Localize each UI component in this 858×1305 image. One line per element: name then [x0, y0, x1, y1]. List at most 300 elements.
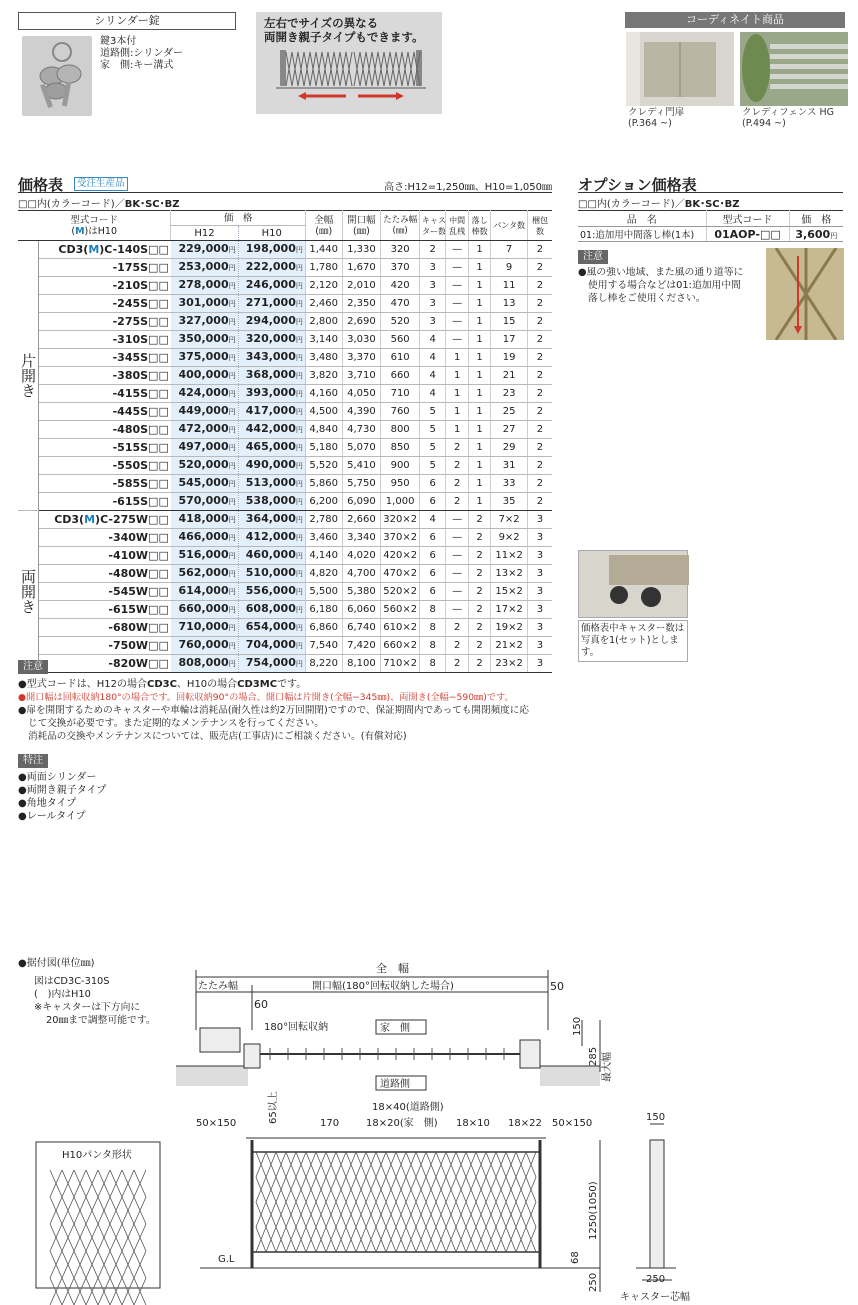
cell-panta: 23×2	[491, 655, 528, 673]
cell-panta: 29	[491, 439, 528, 457]
cell-code: -545W□□	[38, 583, 170, 601]
table-row	[18, 259, 552, 277]
cell-opening: 6,060	[342, 601, 381, 619]
cell-code: -750W□□	[38, 637, 170, 655]
cell-drop: 1	[468, 475, 490, 493]
cell-code: -480S□□	[38, 421, 170, 439]
label-fold-width: たたみ幅	[198, 981, 238, 992]
cell-code: -410W□□	[38, 547, 170, 565]
cell-opening: 3,340	[342, 529, 381, 547]
opt-name-header: 品 名	[578, 211, 706, 227]
cell-fold: 470×2	[381, 565, 420, 583]
cell-width: 2,460	[305, 295, 342, 313]
table-row	[18, 565, 552, 583]
label-18x40: 18×40(道路側)	[372, 1102, 444, 1113]
cell-fold: 710	[381, 385, 420, 403]
cell-drop: 1	[468, 493, 490, 511]
cell-panta: 11	[491, 277, 528, 295]
opt-price-header: 価 格	[789, 211, 843, 227]
option-note-title: 注意	[578, 250, 608, 264]
cell-pack: 3	[527, 511, 552, 529]
cell-panta: 35	[491, 493, 528, 511]
cell-h12: 350,000円	[171, 331, 238, 349]
label-50x150-left: 50×150	[196, 1118, 237, 1129]
opt-code-header: 型式コード	[706, 211, 789, 227]
cell-pack: 2	[527, 493, 552, 511]
parent-child-gate-illustration	[276, 50, 426, 102]
cell-pack: 2	[527, 277, 552, 295]
table-row	[18, 331, 552, 349]
table-row	[18, 403, 552, 421]
table-row	[18, 637, 552, 655]
cell-width: 4,140	[305, 547, 342, 565]
table-row	[18, 313, 552, 331]
cylinder-line: 道路側:シリンダー	[100, 48, 183, 59]
cell-h12: 520,000円	[171, 457, 238, 475]
cell-code: -680W□□	[38, 619, 170, 637]
cell-caster: 3	[419, 259, 445, 277]
cell-middle: 2	[446, 637, 468, 655]
caster-photo	[578, 550, 688, 618]
cell-middle: 1	[446, 403, 468, 421]
cell-h10: 490,000円	[238, 457, 305, 475]
cell-h12: 400,000円	[171, 367, 238, 385]
cell-caster: 6	[419, 493, 445, 511]
coordinate-page: (P.364 ~)	[628, 118, 672, 129]
option-table	[578, 210, 843, 242]
cell-h10: 343,000円	[238, 349, 305, 367]
cell-width: 6,180	[305, 601, 342, 619]
cell-panta: 21×2	[491, 637, 528, 655]
cell-pack: 3	[527, 565, 552, 583]
cell-middle: 1	[446, 367, 468, 385]
cell-code: -175S□□	[38, 259, 170, 277]
cell-fold: 900	[381, 457, 420, 475]
label-50: 50	[550, 980, 564, 993]
cell-h10: 608,000円	[238, 601, 305, 619]
cell-caster: 6	[419, 583, 445, 601]
label-side-250: 250	[646, 1274, 666, 1285]
cell-opening: 6,090	[342, 493, 381, 511]
cell-middle: —	[446, 331, 468, 349]
cylinder-line: 家 側:キー溝式	[100, 60, 174, 71]
option-note-list	[578, 266, 743, 305]
cell-code: -615W□□	[38, 601, 170, 619]
cell-pack: 3	[527, 655, 552, 673]
cell-h12: 278,000円	[171, 277, 238, 295]
cell-h12: 562,000円	[171, 565, 238, 583]
cell-width: 3,460	[305, 529, 342, 547]
cell-h12: 375,000円	[171, 349, 238, 367]
label-150: 150	[572, 1016, 583, 1036]
feature-item: ●両面シリンダー	[18, 772, 97, 783]
cell-pack: 2	[527, 313, 552, 331]
cell-code: CD3(M)C-275W□□	[38, 511, 170, 529]
cell-width: 2,120	[305, 277, 342, 295]
table-row	[18, 655, 552, 673]
cell-caster: 5	[419, 421, 445, 439]
cell-h10: 556,000円	[238, 583, 305, 601]
cell-panta: 17×2	[491, 601, 528, 619]
note-line: じて交換が必要です。また定期的なメンテナンスを行ってください。	[28, 718, 324, 729]
cell-h10: 538,000円	[238, 493, 305, 511]
label-50x150-right: 50×150	[552, 1118, 593, 1129]
cell-pack: 2	[527, 385, 552, 403]
cell-caster: 3	[419, 313, 445, 331]
cell-code: -480W□□	[38, 565, 170, 583]
cell-caster: 2	[419, 241, 445, 259]
cell-width: 1,440	[305, 241, 342, 259]
credi-fence-photo	[740, 32, 848, 106]
cell-caster: 5	[419, 457, 445, 475]
cell-middle: —	[446, 277, 468, 295]
cell-opening: 7,420	[342, 637, 381, 655]
cell-drop: 1	[468, 403, 490, 421]
cell-drop: 1	[468, 295, 490, 313]
cell-h12: 253,000円	[171, 259, 238, 277]
cylinder-key-photo	[22, 36, 92, 116]
label-18x22: 18×22	[508, 1118, 542, 1129]
cell-opening: 8,100	[342, 655, 381, 673]
table-row	[18, 583, 552, 601]
table-row	[18, 367, 552, 385]
cell-fold: 560×2	[381, 601, 420, 619]
cell-drop: 2	[468, 655, 490, 673]
cell-drop: 2	[468, 619, 490, 637]
notes-title: 注意	[18, 660, 48, 674]
cell-width: 3,140	[305, 331, 342, 349]
cell-pack: 2	[527, 241, 552, 259]
label-60: 60	[254, 998, 268, 1011]
cell-code: -550S□□	[38, 457, 170, 475]
cell-code: -310S□□	[38, 331, 170, 349]
label-250: 250	[588, 1272, 599, 1292]
cell-width: 4,500	[305, 403, 342, 421]
cell-drop: 1	[468, 457, 490, 475]
cell-opening: 5,380	[342, 583, 381, 601]
cell-middle: —	[446, 547, 468, 565]
cell-middle: —	[446, 583, 468, 601]
divider	[578, 192, 843, 193]
cell-h10: 754,000円	[238, 655, 305, 673]
cell-fold: 950	[381, 475, 420, 493]
cell-panta: 33	[491, 475, 528, 493]
label-rotation: 180°回転収納	[264, 1022, 329, 1033]
cell-panta: 17	[491, 331, 528, 349]
cell-width: 3,820	[305, 367, 342, 385]
label-full-width: 全 幅	[376, 962, 409, 975]
cell-caster: 3	[419, 277, 445, 295]
row-group-label: 両開き	[18, 511, 38, 673]
note-line: 消耗品の交換やメンテナンスについては、販売店(工事店)にご相談ください。(有償対応)	[28, 731, 407, 742]
opt-price: 3,600円	[789, 227, 843, 242]
label-h10-panta: H10パンタ形状	[62, 1150, 132, 1161]
fold-header: たたみ幅 (㎜)	[381, 211, 420, 241]
cell-caster: 8	[419, 619, 445, 637]
cell-pack: 2	[527, 421, 552, 439]
cell-panta: 13×2	[491, 565, 528, 583]
color-codes: BK･SC･BZ	[124, 199, 180, 210]
features-title: 特注	[18, 754, 48, 768]
cell-h12: 424,000円	[171, 385, 238, 403]
cell-drop: 1	[468, 421, 490, 439]
cell-fold: 850	[381, 439, 420, 457]
cell-width: 4,820	[305, 565, 342, 583]
cell-width: 5,860	[305, 475, 342, 493]
cell-fold: 470	[381, 295, 420, 313]
cell-code: -210S□□	[38, 277, 170, 295]
cell-width: 5,180	[305, 439, 342, 457]
cell-caster: 4	[419, 331, 445, 349]
cell-drop: 1	[468, 349, 490, 367]
note-line: ●型式コードは、H12の場合CD3C、H10の場合CD3MCです。	[18, 679, 307, 690]
cell-h12: 497,000円	[171, 439, 238, 457]
option-note-line: 落し棒をご使用ください。	[588, 293, 706, 304]
cell-opening: 4,390	[342, 403, 381, 421]
cell-width: 5,500	[305, 583, 342, 601]
cell-panta: 15×2	[491, 583, 528, 601]
middle-header: 中間 乱桟	[446, 211, 468, 241]
cell-middle: —	[446, 601, 468, 619]
label-68: 68	[570, 1251, 581, 1264]
cell-opening: 4,730	[342, 421, 381, 439]
cell-panta: 13	[491, 295, 528, 313]
cell-fold: 320×2	[381, 511, 420, 529]
label-caster-center: キャスター芯幅	[620, 1292, 690, 1303]
table-row	[18, 475, 552, 493]
cell-middle: 1	[446, 421, 468, 439]
option-note-line: 使用する場合などは01:追加用中間	[588, 280, 741, 291]
height-note: 高さ:H12=1,250㎜、H10=1,050㎜	[384, 182, 552, 193]
cell-opening: 2,350	[342, 295, 381, 313]
cell-h10: 513,000円	[238, 475, 305, 493]
drop-header: 落し 棒数	[468, 211, 490, 241]
cell-h12: 710,000円	[171, 619, 238, 637]
cell-opening: 2,690	[342, 313, 381, 331]
cell-h12: 449,000円	[171, 403, 238, 421]
cell-h10: 222,000円	[238, 259, 305, 277]
label-65: 65以上	[268, 1091, 279, 1124]
cell-fold: 610×2	[381, 619, 420, 637]
table-row	[18, 349, 552, 367]
cell-middle: —	[446, 565, 468, 583]
cell-pack: 2	[527, 367, 552, 385]
caster-caption: 価格表中キャスター数は 写真を1(セット)とします。	[578, 620, 688, 662]
cell-drop: 1	[468, 367, 490, 385]
cell-h12: 327,000円	[171, 313, 238, 331]
cell-pack: 3	[527, 529, 552, 547]
cell-h12: 614,000円	[171, 583, 238, 601]
price-table	[18, 210, 552, 673]
cell-drop: 2	[468, 511, 490, 529]
cell-drop: 2	[468, 565, 490, 583]
table-row	[18, 277, 552, 295]
coordinate-name: クレディフェンス HG	[742, 107, 835, 118]
cell-h10: 271,000円	[238, 295, 305, 313]
cell-h10: 364,000円	[238, 511, 305, 529]
cell-middle: 2	[446, 475, 468, 493]
cell-panta: 15	[491, 313, 528, 331]
cell-h10: 320,000円	[238, 331, 305, 349]
cell-fold: 420	[381, 277, 420, 295]
cell-h10: 417,000円	[238, 403, 305, 421]
cell-fold: 800	[381, 421, 420, 439]
opt-code: 01AOP-□□	[706, 227, 789, 242]
cell-h12: 808,000円	[171, 655, 238, 673]
row-group-label: 片開き	[18, 241, 38, 511]
feature-item: ●両開き親子タイプ	[18, 785, 107, 796]
cell-code: -615S□□	[38, 493, 170, 511]
cell-h12: 570,000円	[171, 493, 238, 511]
cell-panta: 9×2	[491, 529, 528, 547]
table-row	[18, 619, 552, 637]
cell-caster: 6	[419, 475, 445, 493]
cell-code: -820W□□	[38, 655, 170, 673]
cell-pack: 3	[527, 637, 552, 655]
installation-drawing	[0, 950, 858, 1305]
cell-pack: 2	[527, 457, 552, 475]
label-285: 285	[588, 1046, 599, 1066]
cell-pack: 3	[527, 547, 552, 565]
cell-h10: 465,000円	[238, 439, 305, 457]
cell-code: -245S□□	[38, 295, 170, 313]
coordinate-caption-2	[742, 107, 834, 129]
cell-h10: 460,000円	[238, 547, 305, 565]
cell-width: 6,860	[305, 619, 342, 637]
cell-width: 6,200	[305, 493, 342, 511]
single-rows	[18, 241, 552, 511]
cell-panta: 27	[491, 421, 528, 439]
cell-panta: 21	[491, 367, 528, 385]
cell-drop: 1	[468, 241, 490, 259]
cell-drop: 2	[468, 601, 490, 619]
cell-h10: 368,000円	[238, 367, 305, 385]
cell-middle: —	[446, 511, 468, 529]
cell-drop: 1	[468, 277, 490, 295]
coordinate-title: コーディネイト商品	[625, 12, 845, 28]
panta-header: パンタ数	[491, 211, 528, 241]
cell-opening: 5,410	[342, 457, 381, 475]
drawing-notes: 図はCD3C-310S ( )内はH10 ※キャスターは下方向に 20㎜まで調整可能です。	[34, 976, 156, 1026]
table-row	[18, 511, 552, 529]
table-row	[18, 385, 552, 403]
cell-width: 2,800	[305, 313, 342, 331]
cell-panta: 7	[491, 241, 528, 259]
cell-drop: 1	[468, 259, 490, 277]
cell-h10: 294,000円	[238, 313, 305, 331]
cell-middle: 2	[446, 439, 468, 457]
cell-h12: 466,000円	[171, 529, 238, 547]
pack-header: 梱包 数	[527, 211, 552, 241]
notes-list	[18, 678, 618, 743]
cell-opening: 1,670	[342, 259, 381, 277]
feature-item: ●角地タイプ	[18, 798, 77, 809]
cell-drop: 2	[468, 529, 490, 547]
cell-fold: 520×2	[381, 583, 420, 601]
cell-width: 4,840	[305, 421, 342, 439]
option-color-code-line: □□内(カラーコード)／BK･SC･BZ	[578, 199, 740, 210]
label-gl: G.L	[218, 1254, 235, 1265]
cell-width: 2,780	[305, 511, 342, 529]
cell-caster: 3	[419, 295, 445, 313]
cell-opening: 5,070	[342, 439, 381, 457]
cell-panta: 23	[491, 385, 528, 403]
width-header: 全幅 (㎜)	[305, 211, 342, 241]
cell-opening: 3,030	[342, 331, 381, 349]
feature-item: ●レールタイプ	[18, 811, 86, 822]
opt-name: 01:追加用中間落し棒(1本)	[578, 227, 706, 242]
cell-middle: —	[446, 241, 468, 259]
cell-panta: 11×2	[491, 547, 528, 565]
cell-middle: 2	[446, 457, 468, 475]
label-18x20: 18×20(家 側)	[366, 1118, 438, 1129]
cell-caster: 4	[419, 349, 445, 367]
opening-header: 開口幅 (㎜)	[342, 211, 381, 241]
cell-middle: —	[446, 259, 468, 277]
cell-panta: 25	[491, 403, 528, 421]
features-list	[18, 771, 106, 823]
cell-caster: 4	[419, 511, 445, 529]
table-row	[18, 457, 552, 475]
cylinder-lock-title: シリンダー錠	[18, 12, 236, 30]
table-row	[18, 547, 552, 565]
label-max-width: 最大幅	[602, 1052, 613, 1082]
drawing-title: ●据付図(単位㎜)	[18, 958, 95, 969]
promo-line: 左右でサイズの異なる	[264, 16, 379, 30]
cell-pack: 3	[527, 601, 552, 619]
cell-h12: 660,000円	[171, 601, 238, 619]
cell-panta: 19	[491, 349, 528, 367]
cell-drop: 1	[468, 313, 490, 331]
cell-h10: 246,000円	[238, 277, 305, 295]
cell-h12: 545,000円	[171, 475, 238, 493]
cell-fold: 610	[381, 349, 420, 367]
cell-opening: 6,740	[342, 619, 381, 637]
cell-middle: —	[446, 313, 468, 331]
cell-fold: 660×2	[381, 637, 420, 655]
cell-caster: 6	[419, 529, 445, 547]
cell-h12: 472,000円	[171, 421, 238, 439]
cell-middle: 1	[446, 349, 468, 367]
promo-line: 両開き親子タイプもできます。	[264, 30, 424, 44]
cylinder-info	[100, 36, 183, 72]
cell-middle: 1	[446, 385, 468, 403]
table-row	[18, 439, 552, 457]
cell-width: 7,540	[305, 637, 342, 655]
cell-code: -515S□□	[38, 439, 170, 457]
cell-h10: 412,000円	[238, 529, 305, 547]
option-note-line: ●風の強い地域、また風の通り道等に	[578, 267, 744, 278]
cell-h12: 516,000円	[171, 547, 238, 565]
coordinate-name: クレディ門扉	[628, 107, 685, 118]
cell-fold: 660	[381, 367, 420, 385]
cell-h10: 198,000円	[238, 241, 305, 259]
label-18x10: 18×10	[456, 1118, 490, 1129]
double-rows	[18, 511, 552, 673]
coordinate-page: (P.494 ~)	[742, 118, 786, 129]
cell-code: -380S□□	[38, 367, 170, 385]
label-170: 170	[320, 1118, 340, 1129]
table-row	[18, 529, 552, 547]
cell-drop: 2	[468, 637, 490, 655]
cell-pack: 2	[527, 475, 552, 493]
color-code-label: □□内(カラーコード)／	[18, 199, 125, 210]
cell-pack: 2	[527, 403, 552, 421]
cell-middle: 2	[446, 493, 468, 511]
cell-caster: 5	[419, 439, 445, 457]
cell-code: -445S□□	[38, 403, 170, 421]
cell-caster: 6	[419, 547, 445, 565]
